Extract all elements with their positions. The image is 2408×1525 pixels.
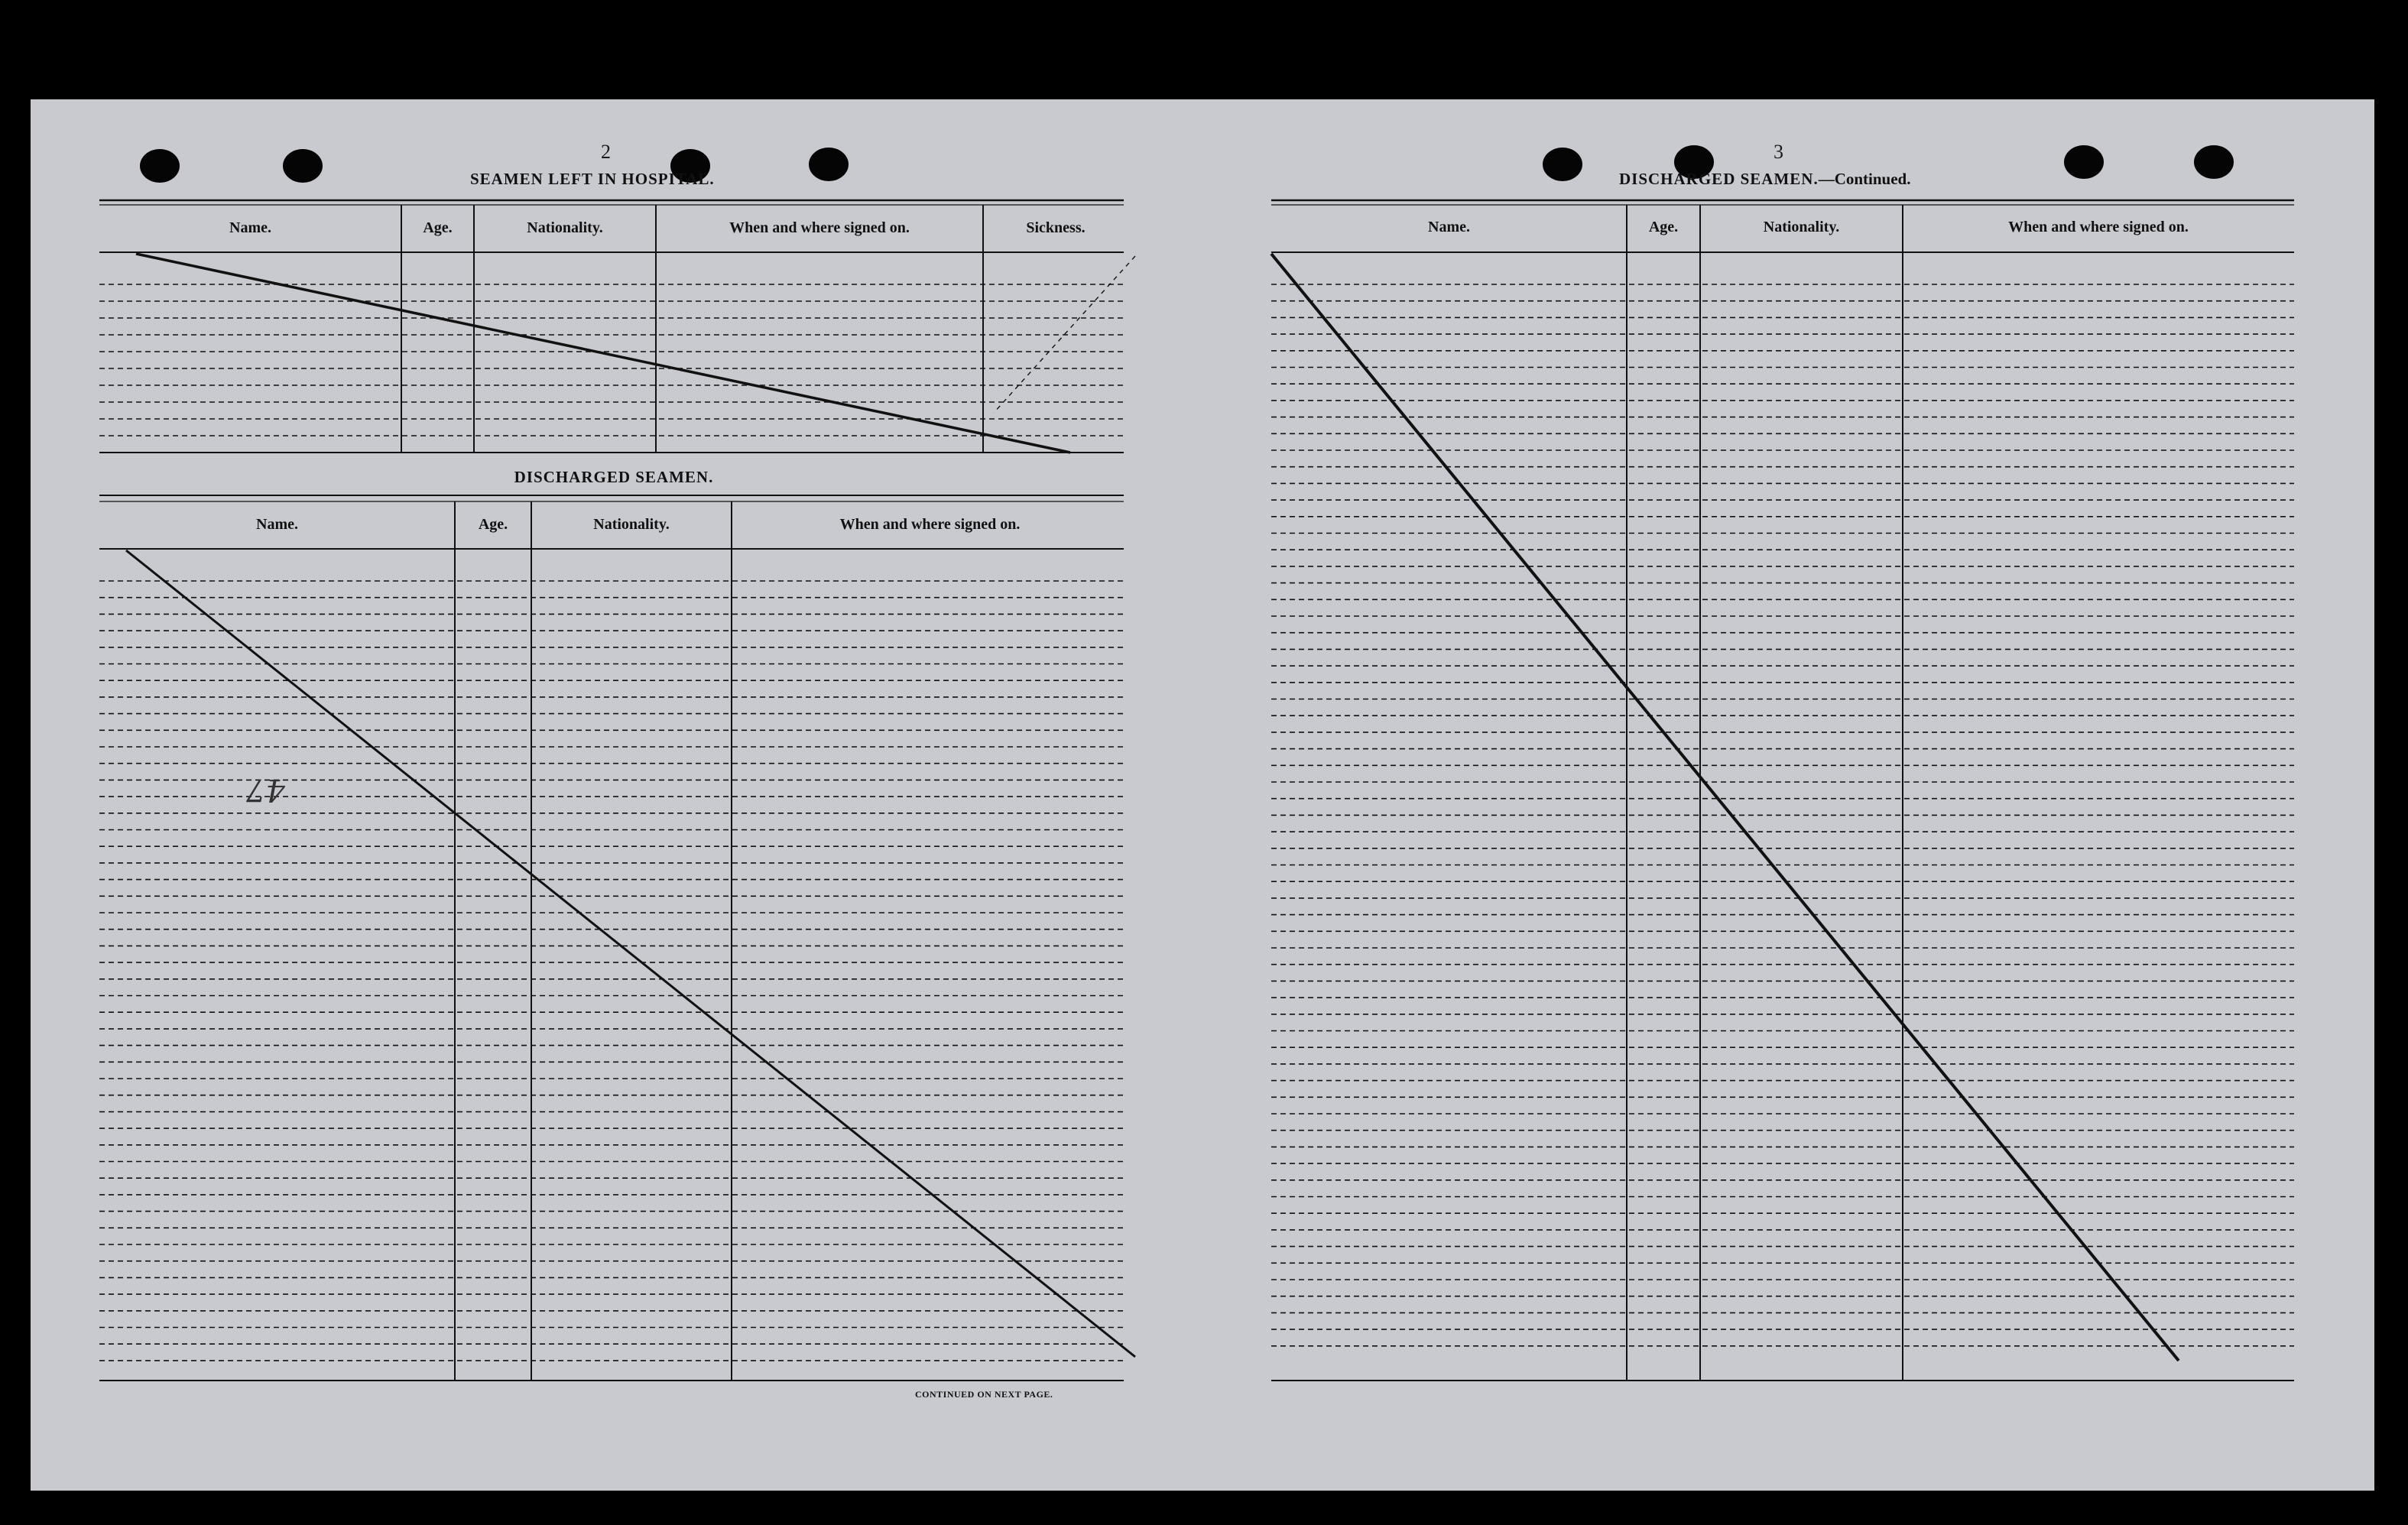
hospital-col-sickness: Sickness. xyxy=(1026,219,1086,236)
discharged-continued-title-text: DISCHARGED SEAMEN. xyxy=(1619,170,1819,188)
cancel-stroke xyxy=(136,254,1070,453)
hospital-col-name: Name. xyxy=(229,219,271,236)
discharged-continued-title xyxy=(1619,170,1910,189)
hospital-col-nationality: Nationality. xyxy=(527,219,603,236)
hospital-col-signed-on: When and where signed on. xyxy=(729,219,910,236)
discharged-col-age: Age. xyxy=(478,516,508,533)
discharged-section-title: DISCHARGED SEAMEN. xyxy=(514,468,714,486)
discharged-col-name: Name. xyxy=(256,516,298,533)
continued-note: CONTINUED ON NEXT PAGE. xyxy=(915,1389,1053,1400)
continued-suffix: —Continued. xyxy=(1818,170,1911,188)
hospital-col-age: Age. xyxy=(423,219,453,236)
hospital-section-title: SEAMEN LEFT IN HOSPITAL. xyxy=(470,170,715,188)
right-col-nationality: Nationality. xyxy=(1763,219,1840,235)
right-col-signed-on: When and where signed on. xyxy=(2008,219,2189,235)
right-col-age: Age. xyxy=(1648,219,1679,235)
page-number-right: 3 xyxy=(1774,141,1783,163)
cancel-stroke xyxy=(126,550,1135,1357)
handwritten-mark: 47 xyxy=(246,772,285,807)
cancel-stroke xyxy=(1271,254,2179,1361)
discharged-col-signed-on: When and where signed on. xyxy=(839,516,1021,533)
right-col-name: Name. xyxy=(1428,219,1470,235)
page-number-left: 2 xyxy=(601,141,611,163)
discharged-col-nationality: Nationality. xyxy=(593,516,670,533)
